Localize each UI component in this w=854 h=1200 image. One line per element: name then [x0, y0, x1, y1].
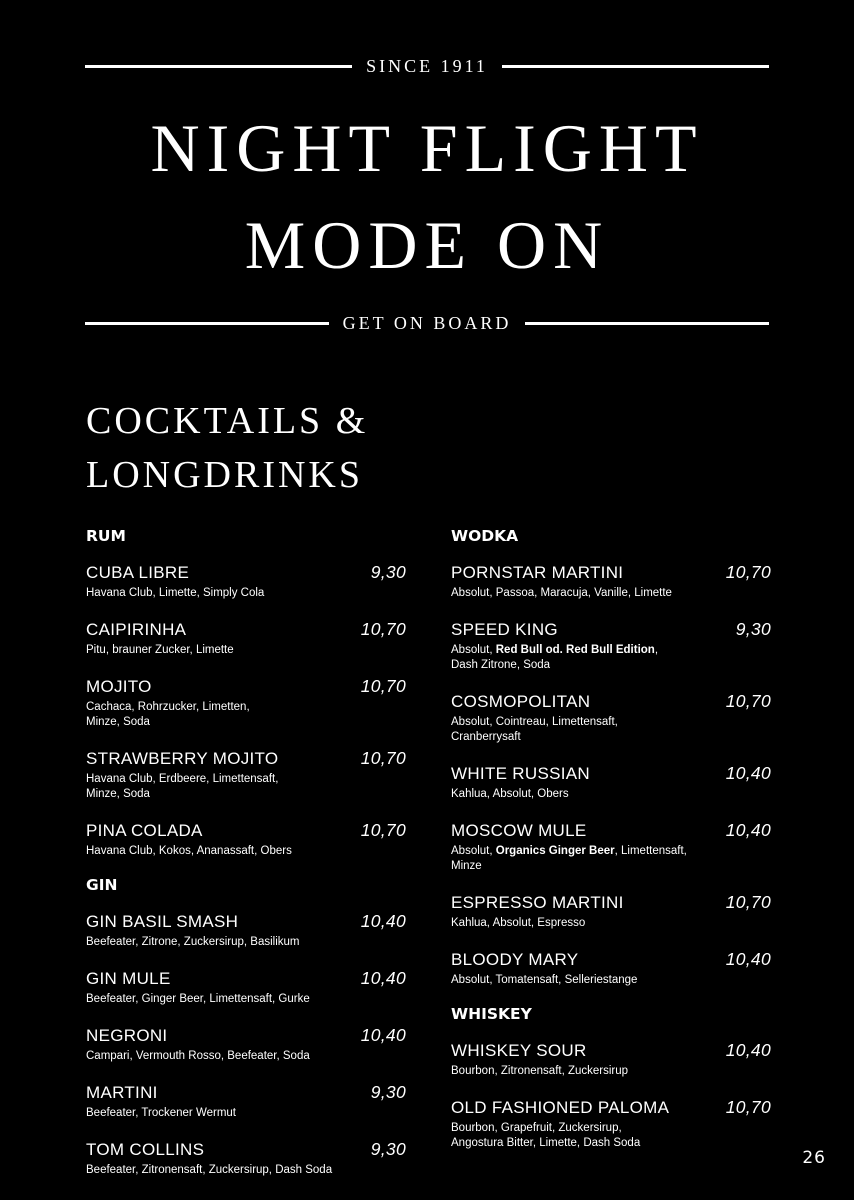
menu-item-header [451, 619, 771, 641]
description-text: Minze, Soda [86, 716, 150, 728]
menu-item-price: 10,40 [360, 911, 406, 931]
menu-item-name: STRAWBERRY MOJITO [86, 749, 279, 768]
description-text: Beefeater, Zitrone, Zuckersirup, Basilikum [86, 936, 300, 948]
section-title-line-1: COCKTAILS & [86, 400, 369, 442]
menu-item [86, 748, 406, 802]
menu-item-description [451, 1121, 721, 1151]
category-heading: WHISKEY [451, 1005, 532, 1023]
menu-item-header [451, 763, 771, 785]
menu-item-description [86, 992, 356, 1007]
description-text: Minze, Soda [86, 788, 150, 800]
menu-item-description [86, 1163, 356, 1178]
menu-item-price: 9,30 [735, 619, 771, 639]
menu-item-header [451, 820, 771, 842]
menu-item-header [451, 1097, 771, 1119]
menu-item-header [451, 892, 771, 914]
menu-item-price: 10,40 [725, 820, 771, 840]
tagline-text: GET ON BOARD [342, 313, 512, 333]
menu-item-header [86, 911, 406, 933]
menu-item [86, 1025, 406, 1064]
menu-item-description [86, 700, 356, 730]
menu-item-name: MARTINI [86, 1083, 158, 1102]
menu-item-price: 10,70 [360, 820, 406, 840]
menu-item-header [86, 562, 406, 584]
description-text: Cranberrysaft [451, 731, 521, 743]
menu-item [86, 562, 406, 601]
menu-item-price: 10,40 [360, 968, 406, 988]
menu-item-description [451, 916, 721, 931]
menu-item-price: 10,70 [725, 691, 771, 711]
menu-item-name: WHISKEY SOUR [451, 1041, 587, 1060]
menu-item-name: GIN BASIL SMASH [86, 912, 239, 931]
menu-item-price: 9,30 [370, 1139, 406, 1159]
menu-item-description [86, 1106, 356, 1121]
description-text: Havana Club, Limette, Simply Cola [86, 587, 265, 599]
description-text: Cachaca, Rohrzucker, Limetten, [86, 701, 250, 713]
menu-item-header [451, 691, 771, 713]
menu-item-header [86, 1025, 406, 1047]
page-title-line-2: MODE ON [244, 207, 610, 283]
menu-item-name: GIN MULE [86, 969, 171, 988]
menu-item-description [86, 586, 356, 601]
menu-item-description [451, 715, 721, 745]
menu-item-name: CUBA LIBRE [86, 563, 190, 582]
menu-item-price: 10,40 [360, 1025, 406, 1045]
description-text: Beefeater, Trockener Wermut [86, 1107, 236, 1119]
menu-item-price: 10,70 [360, 619, 406, 639]
menu-item [451, 562, 771, 601]
menu-item-price: 10,40 [725, 1040, 771, 1060]
menu-item-header [451, 1040, 771, 1062]
description-text: Kahlua, Absolut, Espresso [451, 917, 586, 929]
menu-column-right [451, 522, 771, 1151]
description-text: Absolut, [451, 845, 496, 857]
menu-item-description [451, 1064, 721, 1079]
category-heading: RUM [86, 527, 126, 545]
menu-column-left [86, 522, 406, 1178]
menu-item-description [86, 844, 356, 859]
menu-item-name: ESPRESSO MARTINI [451, 893, 624, 912]
menu-item-price: 9,30 [370, 1082, 406, 1102]
description-text: Absolut, Passoa, Maracuja, Vanille, Limette [451, 587, 672, 599]
menu-item-description [451, 586, 721, 601]
menu-item-price: 10,70 [725, 892, 771, 912]
menu-item-price: 10,70 [360, 748, 406, 768]
menu-item [86, 619, 406, 658]
since-rule [85, 56, 769, 77]
menu-item [86, 1082, 406, 1121]
section-title-line-2: LONGDRINKS [86, 454, 363, 496]
menu-item [451, 1097, 771, 1151]
menu-item-name: SPEED KING [451, 620, 558, 639]
menu-item-name: TOM COLLINS [86, 1140, 205, 1159]
divider-line [85, 65, 352, 68]
menu-item-header [86, 820, 406, 842]
menu-item [451, 820, 771, 874]
menu-item-price: 10,70 [360, 676, 406, 696]
divider-line [502, 65, 769, 68]
description-text: Havana Club, Kokos, Ananassaft, Obers [86, 845, 292, 857]
menu-item-price: 10,70 [725, 562, 771, 582]
menu-item [86, 968, 406, 1007]
menu-item [86, 820, 406, 859]
menu-item-header [86, 1082, 406, 1104]
menu-item-price: 10,70 [725, 1097, 771, 1117]
divider-line [85, 322, 329, 325]
menu-item-description [86, 643, 356, 658]
page-title-line-1: NIGHT FLIGHT [150, 110, 704, 186]
menu-item [86, 676, 406, 730]
menu-item-description [86, 1049, 356, 1064]
menu-item [86, 1139, 406, 1178]
menu-item-header [86, 968, 406, 990]
description-text: Beefeater, Zitronensaft, Zuckersirup, Dash Soda [86, 1164, 333, 1176]
description-text: Bourbon, Grapefruit, Zuckersirup, [451, 1122, 622, 1134]
menu-item-header [86, 676, 406, 698]
description-text: Angostura Bitter, Limette, Dash Soda [451, 1137, 641, 1149]
tagline-rule [85, 313, 769, 334]
menu-item [86, 911, 406, 950]
menu-item-name: COSMOPOLITAN [451, 692, 591, 711]
menu-item-header [86, 1139, 406, 1161]
menu-item-name: MOJITO [86, 677, 152, 696]
menu-item-header [451, 949, 771, 971]
menu-item [451, 949, 771, 988]
description-text: , [654, 644, 659, 656]
page-number: 26 [802, 1148, 826, 1168]
description-highlight: Organics Ginger Beer [495, 845, 615, 857]
description-text: Minze [451, 860, 482, 872]
menu-item-name: NEGRONI [86, 1026, 168, 1045]
menu-item [451, 763, 771, 802]
menu-item-description [451, 844, 721, 874]
description-text: Dash Zitrone, Soda [451, 659, 551, 671]
menu-item-name: PORNSTAR MARTINI [451, 563, 624, 582]
menu-item-name: PINA COLADA [86, 821, 203, 840]
description-highlight: Red Bull od. Red Bull Edition [495, 644, 655, 656]
description-text: Kahlua, Absolut, Obers [451, 788, 569, 800]
menu-item [451, 892, 771, 931]
menu-item [451, 691, 771, 745]
menu-item-name: MOSCOW MULE [451, 821, 587, 840]
menu-item-name: BLOODY MARY [451, 950, 579, 969]
menu-item-name: WHITE RUSSIAN [451, 764, 590, 783]
menu-item-description [451, 643, 721, 673]
menu-item [451, 619, 771, 673]
description-text: Pitu, brauner Zucker, Limette [86, 644, 234, 656]
description-text: Bourbon, Zitronensaft, Zuckersirup [451, 1065, 629, 1077]
menu-item-name: CAIPIRINHA [86, 620, 187, 639]
description-text: Absolut, Cointreau, Limettensaft, [451, 716, 618, 728]
menu-item-description [451, 973, 721, 988]
divider-line [525, 322, 769, 325]
menu-item-header [86, 619, 406, 641]
menu-item-price: 10,40 [725, 949, 771, 969]
menu-item [451, 1040, 771, 1079]
menu-item-header [86, 748, 406, 770]
menu-item-header [451, 562, 771, 584]
category-heading: WODKA [451, 527, 519, 545]
category-heading: GIN [86, 876, 118, 894]
description-text: Campari, Vermouth Rosso, Beefeater, Soda [86, 1050, 310, 1062]
menu-item-description [86, 935, 356, 950]
menu-item-price: 9,30 [370, 562, 406, 582]
menu-item-description [451, 787, 721, 802]
description-text: Havana Club, Erdbeere, Limettensaft, [86, 773, 279, 785]
menu-item-description [86, 772, 356, 802]
description-text: Absolut, [451, 644, 496, 656]
description-text: Beefeater, Ginger Beer, Limettensaft, Gurke [86, 993, 310, 1005]
menu-item-price: 10,40 [725, 763, 771, 783]
since-text: SINCE 1911 [366, 56, 488, 76]
description-text: , Limettensaft, [614, 845, 687, 857]
menu-item-name: OLD FASHIONED PALOMA [451, 1098, 670, 1117]
description-text: Absolut, Tomatensaft, Selleriestange [451, 974, 638, 986]
